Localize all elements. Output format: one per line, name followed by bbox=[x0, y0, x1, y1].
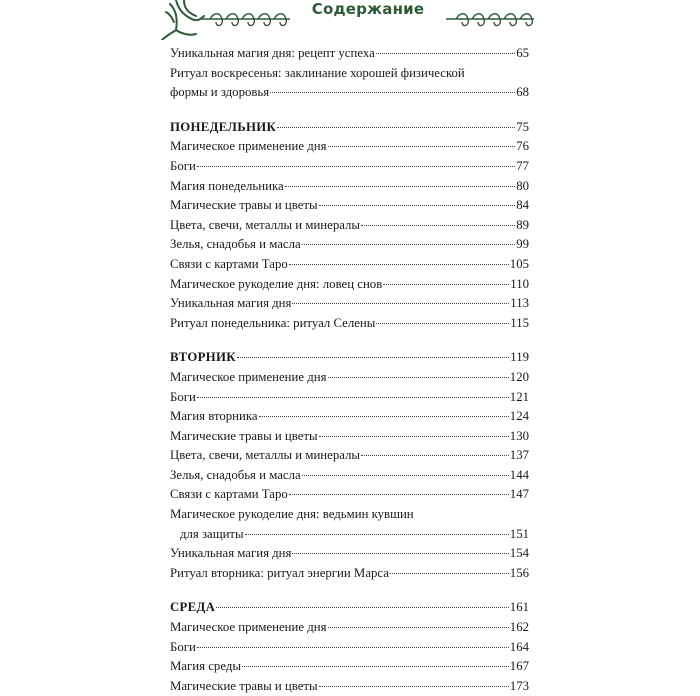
page-title: Содержание bbox=[311, 0, 425, 18]
toc-entry-title: Магические травы и цветы bbox=[170, 678, 318, 693]
toc-entry-page: 80 bbox=[516, 178, 529, 193]
toc-entry[interactable] bbox=[170, 294, 529, 314]
dot-leader bbox=[270, 91, 515, 93]
toc-entry[interactable] bbox=[170, 407, 529, 427]
toc-entry[interactable] bbox=[170, 564, 529, 584]
toc-entry-title-line2: формы и здоровья bbox=[170, 85, 270, 100]
toc-entry-title: Боги bbox=[170, 158, 196, 173]
dot-leader bbox=[361, 454, 509, 456]
toc-entry-title: Магическое применение дня bbox=[170, 139, 327, 154]
toc-entry[interactable] bbox=[170, 638, 529, 658]
toc-entry-page: 119 bbox=[510, 350, 529, 365]
dot-leader bbox=[242, 665, 509, 667]
toc-entry-page: 164 bbox=[509, 639, 529, 654]
toc-entry-title: Магическое рукоделие дня: ловец снов bbox=[170, 276, 383, 291]
dot-leader bbox=[319, 685, 509, 687]
toc-entry[interactable] bbox=[170, 44, 529, 64]
toc-entry[interactable] bbox=[170, 255, 529, 275]
toc-entry[interactable] bbox=[170, 64, 529, 103]
toc-entry-title: Уникальная магия дня bbox=[170, 296, 292, 311]
toc-section-title: ВТОРНИК bbox=[170, 350, 236, 365]
toc-entry[interactable] bbox=[170, 485, 529, 505]
toc-entry-page: 77 bbox=[516, 158, 529, 173]
dot-leader bbox=[328, 626, 509, 628]
toc-entry-title: Цвета, свечи, металлы и минералы bbox=[170, 448, 360, 463]
toc-entry-page: 121 bbox=[509, 389, 529, 404]
toc-section-title: ПОНЕДЕЛЬНИК bbox=[170, 119, 277, 134]
toc-entry[interactable] bbox=[170, 505, 529, 544]
dot-leader bbox=[328, 145, 516, 147]
toc-entry-page: 137 bbox=[509, 448, 529, 463]
dot-leader bbox=[376, 322, 509, 324]
dot-leader bbox=[292, 552, 508, 554]
toc-entry-title-line2: для защиты bbox=[180, 526, 244, 541]
dot-leader bbox=[383, 283, 509, 285]
swirl-ornament bbox=[200, 14, 290, 26]
toc-entry[interactable] bbox=[170, 388, 529, 408]
toc-entry[interactable] bbox=[170, 275, 529, 295]
toc-entry[interactable] bbox=[170, 677, 529, 696]
toc-entry-page: 147 bbox=[509, 487, 529, 502]
toc-entry-page: 99 bbox=[516, 237, 529, 252]
toc-entry-title: Магические травы и цветы bbox=[170, 198, 318, 213]
swirl-ornament-right bbox=[446, 14, 534, 26]
toc-entry-page: 144 bbox=[509, 467, 529, 482]
dot-leader bbox=[390, 572, 509, 574]
toc-entry-title: Зелья, снадобья и масла bbox=[170, 467, 301, 482]
toc-entry-page: 120 bbox=[509, 369, 529, 384]
dot-leader bbox=[319, 204, 516, 206]
toc-entry-title: Магия вторника bbox=[170, 409, 258, 424]
toc-entry-page: 173 bbox=[509, 678, 529, 693]
dot-leader bbox=[289, 263, 509, 265]
toc-entry-page: 75 bbox=[516, 119, 529, 134]
toc-entry[interactable] bbox=[170, 618, 529, 638]
toc-section-title: СРЕДА bbox=[170, 600, 216, 615]
toc-entry-page: 113 bbox=[510, 296, 529, 311]
toc-entry-page: 76 bbox=[516, 139, 529, 154]
toc-entry-title: Цвета, свечи, металлы и минералы bbox=[170, 217, 360, 232]
toc-entry-page: 110 bbox=[510, 276, 529, 291]
toc-section-wednesday[interactable] bbox=[170, 598, 529, 618]
toc-entry-title: Зелья, снадобья и масла bbox=[170, 237, 301, 252]
dot-leader bbox=[328, 376, 509, 378]
toc-entry-title: Магия понедельника bbox=[170, 178, 284, 193]
toc-entry-title: Боги bbox=[170, 639, 196, 654]
toc-entry-page: 115 bbox=[510, 315, 529, 330]
dot-leader bbox=[285, 185, 516, 187]
toc-entry-page: 161 bbox=[509, 600, 529, 615]
dot-leader bbox=[197, 165, 515, 167]
toc-entry[interactable] bbox=[170, 544, 529, 564]
dot-leader bbox=[197, 646, 509, 648]
toc-entry-page: 151 bbox=[509, 526, 529, 541]
dot-leader bbox=[216, 606, 509, 608]
dot-leader bbox=[289, 493, 509, 495]
toc-entry-page: 89 bbox=[516, 217, 529, 232]
toc-entry[interactable] bbox=[170, 157, 529, 177]
dot-leader bbox=[292, 302, 509, 304]
toc-entry-title: Ритуал вторника: ритуал энергии Марса bbox=[170, 565, 389, 580]
toc-entry-title: Связи с картами Таро bbox=[170, 487, 288, 502]
toc-entry[interactable] bbox=[170, 657, 529, 677]
tree-icon bbox=[162, 0, 204, 40]
toc-entry-page: 68 bbox=[516, 85, 529, 100]
dot-leader bbox=[237, 356, 509, 358]
toc-entry-title: Ритуал понедельника: ритуал Селены bbox=[170, 315, 376, 330]
toc-entry-page: 130 bbox=[509, 428, 529, 443]
toc-entry[interactable] bbox=[170, 427, 529, 447]
toc-entry[interactable] bbox=[170, 314, 529, 334]
toc-entry[interactable] bbox=[170, 446, 529, 466]
toc-entry-title: Связи с картами Таро bbox=[170, 256, 288, 271]
toc-entry[interactable] bbox=[170, 196, 529, 216]
toc-entry-title: Магическое применение дня bbox=[170, 620, 327, 635]
toc-entry-title: Магия среды bbox=[170, 659, 241, 674]
toc-entry[interactable] bbox=[170, 216, 529, 236]
toc-entry-page: 84 bbox=[516, 198, 529, 213]
toc-entry[interactable] bbox=[170, 177, 529, 197]
dot-leader bbox=[376, 52, 515, 54]
dot-leader bbox=[197, 396, 509, 398]
dot-leader bbox=[319, 435, 509, 437]
toc-entry[interactable] bbox=[170, 466, 529, 486]
toc-entry-page: 65 bbox=[516, 46, 529, 60]
dot-leader bbox=[302, 474, 509, 476]
toc-entry-page: 154 bbox=[509, 546, 529, 561]
toc-entry-title-line1: Ритуал воскресенья: заклинание хорошей физической bbox=[170, 65, 465, 80]
toc-section-tuesday[interactable] bbox=[170, 348, 529, 368]
toc-entry-title: Боги bbox=[170, 389, 196, 404]
toc-entry-page: 105 bbox=[509, 256, 529, 271]
toc-entry-title: Магические травы и цветы bbox=[170, 428, 318, 443]
toc-section-monday[interactable] bbox=[170, 118, 529, 138]
dot-leader bbox=[277, 126, 515, 128]
toc-entry-title: Магическое применение дня bbox=[170, 369, 327, 384]
toc-entry[interactable] bbox=[170, 368, 529, 388]
dot-leader bbox=[259, 415, 509, 417]
dot-leader bbox=[302, 243, 516, 245]
toc-entry-title: Уникальная магия дня bbox=[170, 546, 292, 561]
toc-entry[interactable] bbox=[170, 235, 529, 255]
toc-entry-page: 156 bbox=[509, 565, 529, 580]
toc-entry-title-line1: Магическое рукоделие дня: ведьмин кувшин bbox=[170, 507, 414, 522]
toc-entry-title: Уникальная магия дня: рецепт успеха bbox=[170, 46, 375, 60]
dot-leader bbox=[361, 224, 515, 226]
toc-entry-page: 162 bbox=[509, 620, 529, 635]
dot-leader bbox=[245, 533, 509, 535]
toc-entry-page: 124 bbox=[509, 409, 529, 424]
toc-entry-page: 167 bbox=[509, 659, 529, 674]
table-of-contents bbox=[170, 44, 529, 696]
toc-entry[interactable] bbox=[170, 137, 529, 157]
